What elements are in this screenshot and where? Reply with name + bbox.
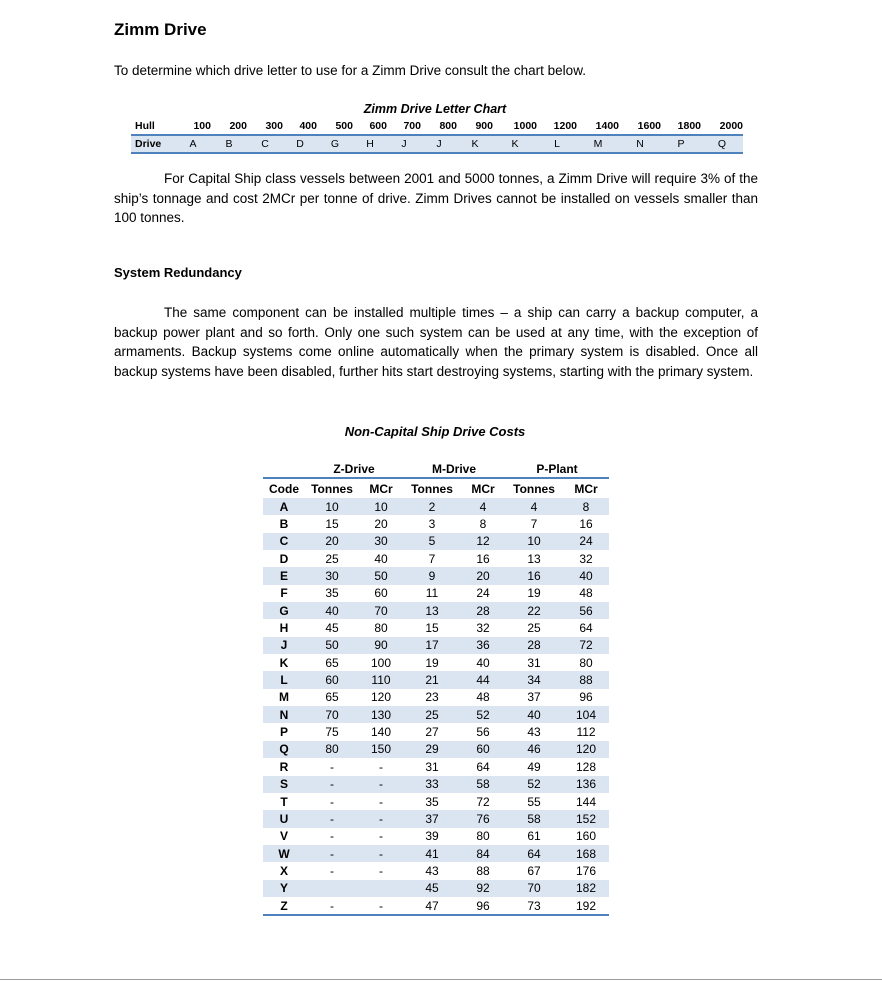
table-row: [263, 758, 609, 775]
table-cell: 9: [403, 567, 461, 584]
table-cell: 120: [563, 741, 609, 758]
row-code: D: [279, 551, 289, 566]
column-header: Tonnes: [305, 478, 359, 498]
row-code: Z: [263, 897, 305, 915]
table-cell: 37: [527, 690, 541, 705]
table-cell: 48: [579, 586, 593, 601]
table-cell: 150: [359, 741, 403, 758]
table-cell: 80: [579, 655, 593, 670]
table-cell: 35: [325, 586, 339, 601]
table-row: [263, 845, 609, 862]
table-cell: 72: [476, 794, 490, 809]
table-cell: 40: [476, 655, 490, 670]
table-cell: 7: [530, 517, 538, 532]
zimm-drive-letter-chart: [131, 118, 743, 154]
row-code: E: [263, 567, 305, 584]
table-cell: 15: [325, 517, 339, 532]
table-cell: 47: [403, 897, 461, 915]
table-cell: 8: [479, 517, 487, 532]
table-cell: 70: [505, 880, 563, 897]
table-cell: 23: [425, 690, 439, 705]
capital-ship-paragraph: [114, 169, 758, 228]
table-cell: 28: [461, 602, 505, 619]
group-header-row: [263, 461, 609, 478]
row-code: B: [279, 517, 289, 532]
table-cell: 13: [403, 602, 461, 619]
table-cell: -: [330, 794, 334, 809]
row-code: Y: [263, 880, 305, 897]
redundancy-paragraph: [114, 303, 758, 381]
row-code: H: [279, 621, 289, 636]
table-cell: 130: [359, 706, 403, 723]
hull-label: Hull: [131, 118, 175, 135]
table-cell: 40: [374, 551, 388, 566]
drive-letter: K: [493, 135, 537, 153]
table-row: [263, 776, 609, 793]
table-cell: 34: [505, 671, 563, 688]
table-cell: 58: [461, 776, 505, 793]
table-cell: 104: [563, 706, 609, 723]
row-code: C: [263, 533, 305, 550]
row-code: R: [279, 759, 289, 774]
drive-row: [131, 135, 743, 153]
drive-letter: D: [283, 135, 317, 153]
table-cell: 60: [305, 671, 359, 688]
table-cell: 60: [374, 586, 388, 601]
table-cell: -: [379, 863, 383, 878]
drive-letter: A: [175, 135, 211, 153]
table-cell: 13: [527, 551, 541, 566]
table-cell: 192: [563, 897, 609, 915]
table-cell: 40: [305, 602, 359, 619]
table-cell: 67: [527, 863, 541, 878]
table-cell: -: [305, 776, 359, 793]
row-code: P: [279, 725, 288, 740]
table-cell: 12: [461, 533, 505, 550]
table-cell: 31: [425, 759, 439, 774]
row-code: V: [279, 829, 288, 844]
table-cell: 44: [461, 671, 505, 688]
table-cell: 88: [476, 863, 490, 878]
hull-value: 1000: [493, 118, 537, 135]
table-row: [263, 828, 609, 845]
row-code: N: [263, 706, 305, 723]
hull-value: 800: [421, 118, 457, 135]
hull-value: 2000: [701, 118, 743, 135]
row-code: A: [263, 498, 305, 515]
table-cell: 30: [305, 567, 359, 584]
table-cell: 64: [505, 845, 563, 862]
row-code: Q: [263, 741, 305, 758]
table-cell: -: [305, 845, 359, 862]
table-cell: -: [330, 759, 334, 774]
table-cell: 70: [359, 602, 403, 619]
table-cell: 182: [563, 880, 609, 897]
hull-value: 1400: [577, 118, 619, 135]
drive-letter: J: [421, 135, 457, 153]
table-cell: 31: [527, 655, 541, 670]
table-cell: 100: [370, 655, 392, 670]
table-cell: 25: [403, 706, 461, 723]
table-cell: 80: [305, 741, 359, 758]
table-cell: 24: [476, 586, 490, 601]
table-cell: -: [359, 810, 403, 827]
table-cell: 110: [359, 671, 403, 688]
table-cell: 56: [476, 725, 490, 740]
table-cell: [359, 880, 403, 897]
row-code: K: [279, 655, 289, 670]
column-header: Tonnes: [403, 478, 461, 498]
hull-row: [131, 118, 743, 135]
table-cell: -: [379, 794, 383, 809]
table-cell: 28: [505, 637, 563, 654]
hull-value: 1800: [661, 118, 701, 135]
column-header: MCr: [563, 478, 609, 498]
table-cell: 35: [425, 794, 439, 809]
table-cell: 73: [505, 897, 563, 915]
table-cell: 11: [425, 586, 439, 601]
table-cell: 19: [527, 586, 541, 601]
capital-ship-text: For Capital Ship class vessels between 2001 and 5000 tonnes, a Zimm Drive will require 3% of the ship’s tonnage and cost 2MCr per tonne of drive. Zimm Drives cannot be installed on vessels smaller than 100 tonnes.: [114, 171, 758, 225]
column-header-row: [263, 478, 609, 498]
table-cell: 3: [428, 517, 436, 532]
table-cell: 20: [374, 517, 388, 532]
hull-value: 100: [175, 118, 211, 135]
drive-letter: G: [317, 135, 353, 153]
table-cell: 45: [325, 621, 339, 636]
table-cell: 17: [403, 637, 461, 654]
row-code: S: [263, 776, 305, 793]
page-edge: [0, 979, 882, 980]
table-cell: 65: [325, 690, 339, 705]
column-header: Code: [263, 478, 305, 498]
table-cell: [305, 880, 359, 897]
table-cell: 64: [579, 621, 593, 636]
table-cell: 88: [563, 671, 609, 688]
group-spacer: [263, 461, 305, 478]
table-cell: -: [379, 829, 383, 844]
table-cell: 29: [403, 741, 461, 758]
table-cell: 27: [425, 725, 439, 740]
table-cell: 75: [325, 725, 339, 740]
table-cell: 22: [505, 602, 563, 619]
hull-value: 600: [353, 118, 387, 135]
table-cell: 39: [425, 829, 439, 844]
table-cell: 2: [403, 498, 461, 515]
row-code: M: [279, 690, 289, 705]
drive-letter: P: [661, 135, 701, 153]
table-cell: 50: [359, 567, 403, 584]
redundancy-text: The same component can be installed multiple times – a ship can carry a backup computer, a backup power plant and so forth. Only one such system can be used at any time, with the exception of armaments. Backup systems come online automatically when the primary system is disabled. Once all backup systems have been disabled, further hits start destroying systems, starting with the primary system.: [114, 305, 758, 379]
drive-letter: C: [247, 135, 283, 153]
drive-letter: Q: [701, 135, 743, 153]
hull-value: 900: [457, 118, 493, 135]
hull-value: 400: [283, 118, 317, 135]
table-cell: 120: [370, 690, 392, 705]
drive-label: Drive: [131, 135, 175, 153]
table-cell: 56: [563, 602, 609, 619]
table-cell: 4: [505, 498, 563, 515]
row-code: F: [280, 586, 288, 601]
table-cell: 84: [461, 845, 505, 862]
table-cell: 5: [403, 533, 461, 550]
table-row: [263, 637, 609, 654]
table-cell: -: [305, 810, 359, 827]
table-cell: 43: [527, 725, 541, 740]
table-cell: 20: [461, 567, 505, 584]
hull-value: 1200: [537, 118, 577, 135]
table-cell: 76: [461, 810, 505, 827]
table-cell: 176: [576, 863, 597, 878]
costs-table-caption: Non-Capital Ship Drive Costs: [344, 424, 526, 439]
table-cell: 8: [563, 498, 609, 515]
row-code: J: [263, 637, 305, 654]
table-cell: 36: [461, 637, 505, 654]
table-cell: -: [330, 863, 334, 878]
table-cell: 10: [305, 498, 359, 515]
table-cell: 92: [461, 880, 505, 897]
hull-value: 1600: [619, 118, 661, 135]
table-row: [263, 550, 609, 567]
table-cell: 15: [425, 621, 439, 636]
group-header: M-Drive: [432, 462, 477, 476]
table-cell: -: [330, 829, 334, 844]
table-cell: 25: [527, 621, 541, 636]
table-row: [263, 689, 609, 706]
hull-value: 500: [317, 118, 353, 135]
table-cell: 140: [370, 725, 392, 740]
table-cell: 96: [579, 690, 593, 705]
table-cell: 58: [505, 810, 563, 827]
table-cell: 152: [563, 810, 609, 827]
table-cell: 80: [476, 829, 490, 844]
table-cell: -: [379, 759, 383, 774]
redundancy-heading: System Redundancy: [114, 265, 242, 280]
table-cell: 61: [527, 829, 541, 844]
table-cell: 40: [563, 567, 609, 584]
table-cell: 16: [476, 551, 490, 566]
table-cell: -: [359, 897, 403, 915]
row-code: U: [263, 810, 305, 827]
drive-costs-table: [263, 461, 609, 916]
table-cell: 41: [403, 845, 461, 862]
table-cell: 65: [325, 655, 339, 670]
table-cell: 112: [576, 725, 596, 740]
intro-paragraph: To determine which drive letter to use for a Zimm Drive consult the chart below.: [114, 63, 586, 78]
table-cell: 25: [325, 551, 339, 566]
table-cell: 45: [403, 880, 461, 897]
table-row: [263, 897, 609, 915]
table-cell: 10: [359, 498, 403, 515]
table-cell: -: [359, 776, 403, 793]
table-cell: -: [305, 897, 359, 915]
column-header: Tonnes: [505, 478, 563, 498]
hull-value: 700: [387, 118, 421, 135]
table-row: [263, 706, 609, 723]
table-cell: 128: [576, 759, 597, 774]
table-cell: 48: [476, 690, 490, 705]
table-cell: 52: [461, 706, 505, 723]
table-cell: 160: [576, 829, 597, 844]
page-title: Zimm Drive: [114, 20, 207, 39]
table-cell: 96: [461, 897, 505, 915]
table-cell: 72: [563, 637, 609, 654]
table-cell: 90: [359, 637, 403, 654]
row-code: L: [263, 671, 305, 688]
table-row: [263, 671, 609, 688]
table-cell: 24: [563, 533, 609, 550]
table-cell: 33: [403, 776, 461, 793]
table-cell: 46: [505, 741, 563, 758]
table-cell: 70: [305, 706, 359, 723]
table-cell: 55: [527, 794, 541, 809]
table-cell: 168: [563, 845, 609, 862]
row-code: T: [280, 794, 288, 809]
table-row: [263, 880, 609, 897]
table-row: [263, 619, 609, 636]
drive-letter: N: [619, 135, 661, 153]
table-cell: 7: [428, 551, 436, 566]
table-cell: 136: [563, 776, 609, 793]
table-cell: 4: [461, 498, 505, 515]
table-cell: 40: [505, 706, 563, 723]
table-cell: 144: [576, 794, 597, 809]
column-header: MCr: [461, 478, 505, 498]
table-row: [263, 793, 609, 810]
table-row: [263, 515, 609, 532]
drive-letter: M: [577, 135, 619, 153]
table-cell: 43: [425, 863, 439, 878]
hull-value: 200: [211, 118, 247, 135]
table-row: [263, 567, 609, 584]
table-cell: 32: [579, 551, 593, 566]
table-row: [263, 498, 609, 515]
table-row: [263, 533, 609, 550]
table-row: [263, 654, 609, 671]
table-cell: 64: [476, 759, 490, 774]
table-row: [263, 862, 609, 879]
table-cell: 49: [527, 759, 541, 774]
table-cell: 60: [461, 741, 505, 758]
table-cell: 16: [505, 567, 563, 584]
table-cell: 21: [403, 671, 461, 688]
drive-letter: J: [387, 135, 421, 153]
table-cell: 32: [476, 621, 490, 636]
table-cell: 30: [359, 533, 403, 550]
table-cell: 37: [403, 810, 461, 827]
table-row: [263, 810, 609, 827]
table-cell: 10: [505, 533, 563, 550]
table-cell: 50: [305, 637, 359, 654]
drive-letter: L: [537, 135, 577, 153]
row-code: G: [263, 602, 305, 619]
group-header: Z-Drive: [333, 462, 375, 476]
table-row: [263, 741, 609, 758]
table-cell: 52: [505, 776, 563, 793]
table-cell: 19: [425, 655, 439, 670]
table-cell: 16: [579, 517, 593, 532]
table-row: [263, 723, 609, 740]
row-code: W: [263, 845, 305, 862]
group-header: P-Plant: [536, 462, 578, 476]
zimm-chart-caption: Zimm Drive Letter Chart: [363, 102, 507, 116]
table-cell: 20: [305, 533, 359, 550]
column-header: MCr: [359, 478, 403, 498]
table-cell: -: [359, 845, 403, 862]
table-cell: 80: [374, 621, 388, 636]
drive-letter: K: [457, 135, 493, 153]
drive-letter: H: [353, 135, 387, 153]
row-code: X: [279, 863, 288, 878]
drive-letter: B: [211, 135, 247, 153]
table-row: [263, 602, 609, 619]
table-row: [263, 585, 609, 602]
hull-value: 300: [247, 118, 283, 135]
